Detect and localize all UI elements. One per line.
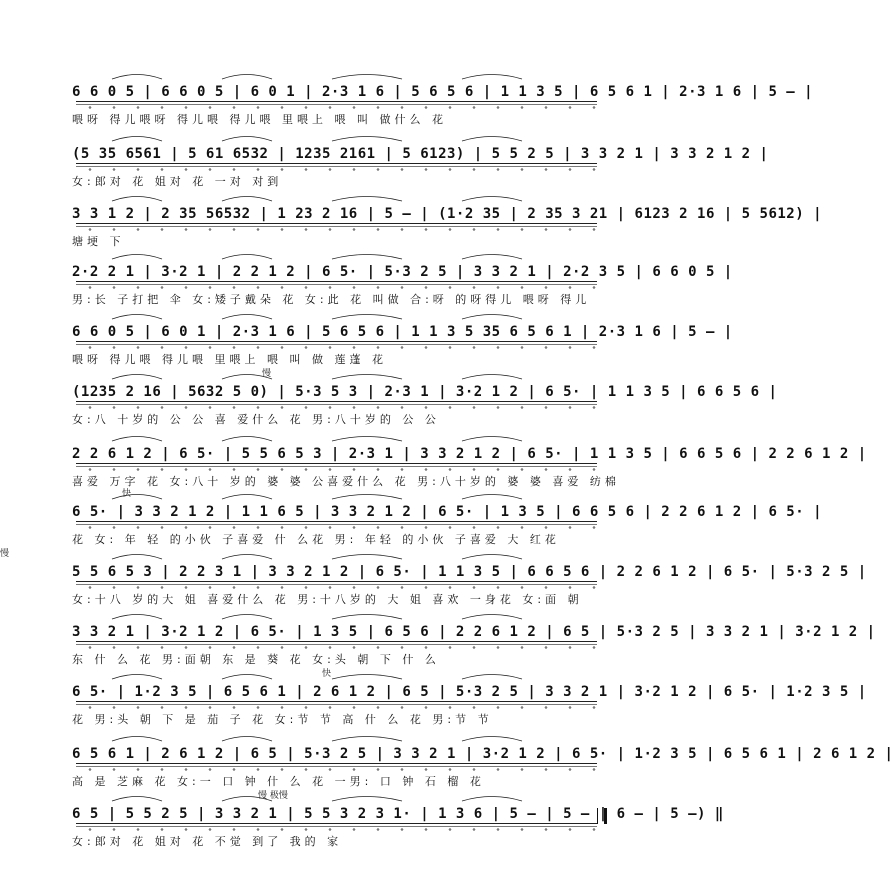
beam-underline	[76, 641, 597, 642]
notation-line: 6 5 6 1 | 2 6 1 2 | 6 5 | 5·3 2 5 | 3 3 2 1 | 3·2 1 2 | 6 5· | 1·2 3 5 | 6 5 6 1 | 2 6 1 2 |	[72, 746, 893, 762]
beam-underline-double	[76, 766, 597, 767]
final-barline	[597, 808, 607, 824]
notation-line: 6 6 0 5 | 6 0 1 | 2·3 1 6 | 5 6 5 6 | 1 1 3 5 35 6 5 6 1 | 2·3 1 6 | 5 — |	[72, 324, 733, 340]
tempo-mark: 慢	[0, 549, 10, 559]
octave-dots	[78, 168, 597, 171]
lyrics-line: 喂呀 得儿喂 得儿喂 里喂上 喂 叫 做 莲蓬 花	[72, 353, 387, 366]
lyrics-line: 高 是 芝麻 花 女:一 口 钟 什 么 花 一男: 口 钟 石 榴 花	[72, 775, 485, 788]
notation-line: 6 5· | 3 3 2 1 2 | 1 1 6 5 | 3 3 2 1 2 | 6 5· | 1 3 5 | 6 6 5 6 | 2 2 6 1 2 | 6 5· |	[72, 504, 823, 520]
lyrics-line: 男:长 子打把 伞 女:矮子戴朵 花 女:此 花 叫做 合:呀 的呀得儿 喂呀 得儿	[72, 293, 591, 306]
beam-underline-double	[76, 524, 597, 525]
octave-dots	[78, 526, 597, 529]
beam-underline-double	[76, 404, 597, 405]
beam-underline	[76, 463, 597, 464]
score-line	[0, 489, 823, 558]
notation-line: 6 5 | 5 5 2 5 | 3 3 2 1 | 5 5 3 2 3 1· | 1 3 6 | 5 — | 5 — | 6 — | 5 —) ‖	[72, 806, 724, 822]
beam-underline	[76, 823, 597, 824]
lyrics-line: 女:八 十岁的 公 公 喜 爱什么 花 男:八十岁的 公 公	[72, 413, 440, 426]
beam-underline-double	[76, 826, 597, 827]
beam-underline	[76, 763, 597, 764]
beam-underline	[76, 341, 597, 342]
score-line	[0, 140, 769, 200]
beam-underline-double	[76, 704, 597, 705]
octave-dots	[78, 828, 597, 831]
tempo-mark: 慢	[262, 369, 272, 379]
score-line	[0, 440, 867, 500]
tempo-mark: 快	[122, 489, 132, 499]
octave-dots	[78, 228, 597, 231]
notation-line: 2·2 2 1 | 3·2 1 | 2 2 1 2 | 6 5· | 5·3 2 5 | 3 3 2 1 | 2·2 3 5 | 6 6 0 5 |	[72, 264, 733, 280]
beam-underline	[76, 163, 597, 164]
tempo-mark: 快	[322, 669, 332, 679]
notation-line: 5 5 6 5 3 | 2 2 3 1 | 3 3 2 1 2 | 6 5· | 1 1 3 5 | 6 6 5 6 | 2 2 6 1 2 | 6 5· | 5·3 2 5 |	[72, 564, 867, 580]
beam-underline-double	[76, 466, 597, 467]
lyrics-line: 女:十八 岁的大 姐 喜爱什么 花 男:十八岁的 大 姐 喜欢 一身花 女:面 朝	[72, 593, 583, 606]
lyrics-line: 女:郎对 花 姐对 花 不觉 到了 我的 家	[72, 835, 343, 848]
lyrics-line: 花 女: 年 轻 的小伙 子喜爱 什 么花 男: 年轻 的小伙 子喜爱 大 红花	[72, 533, 560, 546]
notation-line: 6 6 0 5 | 6 6 0 5 | 6 0 1 | 2·3 1 6 | 5 6 5 6 | 1 1 3 5 | 6 5 6 1 | 2·3 1 6 | 5 — |	[72, 84, 814, 100]
beam-underline-double	[76, 284, 597, 285]
notation-line: 3 3 1 2 | 2 35 56532 | 1 23 2 16 | 5 — | (1·2 35 | 2 35 3 21 | 6123 2 16 | 5 5612) |	[72, 206, 823, 222]
beam-underline-double	[76, 344, 597, 345]
beam-underline-double	[76, 644, 597, 645]
beam-underline-double	[76, 104, 597, 105]
lyrics-line: 塘埂 下	[72, 235, 125, 248]
octave-dots	[78, 106, 597, 109]
beam-underline	[76, 581, 597, 582]
octave-dots	[78, 586, 597, 589]
lyrics-line: 喂呀 得儿喂呀 得儿喂 得儿喂 里喂上 喂 叫 做什么 花	[72, 113, 447, 126]
beam-underline-double	[76, 166, 597, 167]
octave-dots	[78, 286, 597, 289]
score-line	[0, 369, 778, 438]
score-line	[0, 618, 876, 678]
lyrics-line: 东 什 么 花 男:面朝 东 是 葵 花 女:头 朝 下 什 么	[72, 653, 440, 666]
beam-underline	[76, 401, 597, 402]
score-line	[0, 740, 893, 800]
score-line	[0, 791, 724, 860]
beam-underline-double	[76, 584, 597, 585]
score-line	[0, 318, 733, 378]
score-line	[0, 200, 823, 260]
score-line	[0, 78, 814, 138]
beam-underline	[76, 521, 597, 522]
score-line	[0, 669, 867, 738]
lyrics-line: 喜爱 万字 花 女:八十 岁的 婆 婆 公喜爱什么 花 男:八十岁的 婆 婆 喜爱 纺棉	[72, 475, 620, 488]
notation-line: 3 3 2 1 | 3·2 1 2 | 6 5· | 1 3 5 | 6 5 6 | 2 2 6 1 2 | 6 5 | 5·3 2 5 | 3 3 2 1 | 3·2 1 2 |	[72, 624, 876, 640]
notation-line: (1235 2 16 | 5632 5 0) | 5·3 5 3 | 2·3 1 | 3·2 1 2 | 6 5· | 1 1 3 5 | 6 6 5 6 |	[72, 384, 778, 400]
octave-dots	[78, 406, 597, 409]
beam-underline	[76, 223, 597, 224]
notation-line: 6 5· | 1·2 3 5 | 6 5 6 1 | 2 6 1 2 | 6 5 | 5·3 2 5 | 3 3 2 1 | 3·2 1 2 | 6 5· | 1·2 3 5 |	[72, 684, 867, 700]
beam-underline	[76, 101, 597, 102]
octave-dots	[78, 646, 597, 649]
lyrics-line: 女:郎对 花 姐对 花 一对 对到	[72, 175, 283, 188]
octave-dots	[78, 346, 597, 349]
octave-dots	[78, 468, 597, 471]
beam-underline-double	[76, 226, 597, 227]
notation-line: (5 35 6561 | 5 61 6532 | 1235 2161 | 5 6123) | 5 5 2 5 | 3 3 2 1 | 3 3 2 1 2 |	[72, 146, 769, 162]
beam-underline	[76, 281, 597, 282]
score-line	[0, 258, 733, 318]
notation-line: 2 2 6 1 2 | 6 5· | 5 5 6 5 3 | 2·3 1 | 3 3 2 1 2 | 6 5· | 1 1 3 5 | 6 6 5 6 | 2 2 6 1 2 |	[72, 446, 867, 462]
score-line	[0, 549, 867, 618]
tempo-mark: 慢 极慢	[258, 791, 288, 801]
beam-underline	[76, 701, 597, 702]
octave-dots	[78, 768, 597, 771]
lyrics-line: 花 男:头 朝 下 是 茄 子 花 女:节 节 高 什 么 花 男:节 节	[72, 713, 493, 726]
octave-dots	[78, 706, 597, 709]
